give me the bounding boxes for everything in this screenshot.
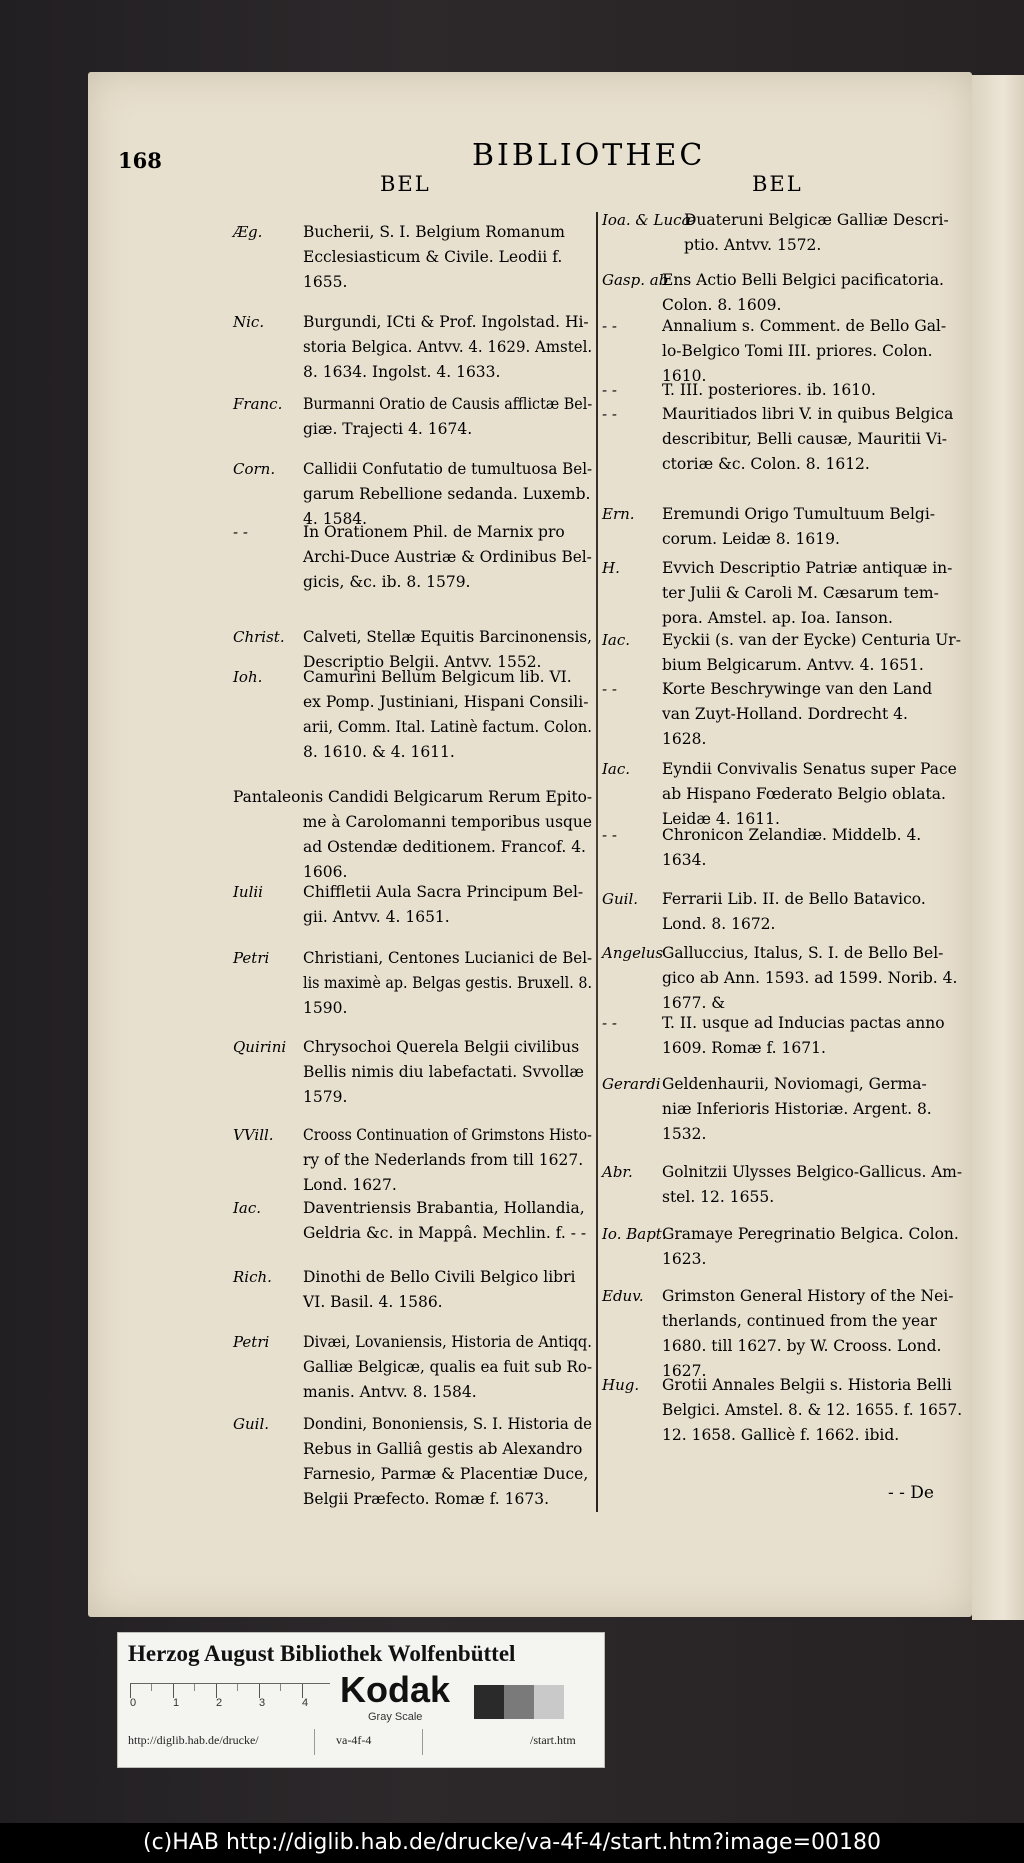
entry-line: Divæi, Lovaniensis, Historia de Antiqq. [303, 1333, 592, 1351]
entry-line: corum. Leidæ 8. 1619. [662, 530, 840, 548]
entry-label: - - [602, 317, 617, 335]
entry-label: Iac. [602, 760, 631, 778]
library-name: Herzog August Bibliothek Wolfenbüttel [128, 1641, 516, 1666]
entry-line: 1655. [303, 273, 348, 291]
entry-label: - - [602, 405, 617, 423]
entry-line: lo-Belgico Tomi III. priores. Colon. [662, 342, 933, 360]
entry-line: Annalium s. Comment. de Bello Gal- [662, 317, 947, 335]
entry-line: arii, Comm. Ital. Latinè factum. Colon. [303, 718, 592, 736]
entry-line: bium Belgicarum. Antvv. 4. 1651. [662, 656, 924, 674]
entry-line: Callidii Confutatio de tumultuosa Bel- [303, 460, 593, 478]
page-number: 168 [118, 148, 162, 173]
entry-line: niæ Inferioris Historiæ. Argent. 8. [662, 1100, 932, 1118]
entry-line: Lond. 8. 1672. [662, 915, 776, 933]
entry-line: 1680. till 1627. by W. Crooss. Lond. [662, 1337, 942, 1355]
ruler-number: 0 [130, 1697, 137, 1709]
entry-line: stel. 12. 1655. [662, 1188, 775, 1206]
entry-label: Ern. [602, 505, 635, 523]
entry-line: 4. 1584. [303, 510, 368, 528]
entry-line: Christiani, Centones Lucianici de Bel- [303, 949, 593, 967]
entry-line: Eyckii (s. van der Eycke) Centuria Ur- [662, 631, 961, 649]
entry-line: Pantaleonis Candidi Belgicarum Rerum Epito- [233, 788, 593, 806]
entry-line: Galliæ Belgicæ, qualis ea fuit sub Ro- [303, 1358, 593, 1376]
entry-line: ter Julii & Caroli M. Cæsarum tem- [662, 584, 939, 602]
entry-label: Eduv. [602, 1287, 644, 1305]
gray-patch-dark [474, 1685, 504, 1719]
entry-label: Iac. [233, 1199, 262, 1217]
entry-label: Corn. [233, 460, 276, 478]
entry-label: Guil. [233, 1415, 270, 1433]
entry-line: Crooss Continuation of Grimstons Histo- [303, 1126, 592, 1144]
entry-line: Rebus in Galliâ gestis ab Alexandro [303, 1440, 583, 1458]
entry-line: manis. Antvv. 8. 1584. [303, 1383, 477, 1401]
entry-line: 1532. [662, 1125, 707, 1143]
entry-line: Eremundi Origo Tumultuum Belgi- [662, 505, 936, 523]
entry-line: Bucherii, S. I. Belgium Romanum [303, 223, 565, 241]
entry-line: 8. 1634. Ingolst. 4. 1633. [303, 363, 501, 381]
entry-line: Leidæ 4. 1611. [662, 810, 780, 828]
entry-label: Ioh. [233, 668, 263, 686]
entry-line: Korte Beschrywinge van den Land [662, 680, 933, 698]
running-title: BIBLIOTHEC [472, 138, 706, 173]
entry-label: - - [602, 826, 617, 844]
entry-line: Colon. 8. 1609. [662, 296, 782, 314]
strip-url-part: /start.htm [530, 1733, 576, 1747]
entry-line: Bellis nimis diu labefactati. Svvollæ [303, 1063, 584, 1081]
entry-line: Calveti, Stellæ Equitis Barcinonensis, [303, 628, 592, 646]
entry-label: - - [602, 1014, 617, 1032]
entry-line: Chronicon Zelandiæ. Middelb. 4. [662, 826, 922, 844]
entry-line: 1628. [662, 730, 707, 748]
entry-line: Galluccius, Italus, S. I. de Bello Bel- [662, 944, 944, 962]
entry-line: Geldria &c. in Mappâ. Mechlin. f. - - [303, 1224, 587, 1242]
strip-url-part: http://diglib.hab.de/drucke/ [128, 1733, 259, 1747]
gray-patch-mid [504, 1685, 534, 1719]
entry-line: 1627. [662, 1362, 707, 1380]
target-strip [117, 1632, 605, 1768]
entry-line: T. II. usque ad Inducias pactas anno [662, 1014, 945, 1032]
entry-line: T. III. posteriores. ib. 1610. [662, 381, 876, 399]
entry-line: me à Carolomanni temporibus usque [302, 813, 592, 831]
entry-line: Camurini Bellum Belgicum lib. VI. [303, 668, 572, 686]
entry-line: 1623. [662, 1250, 707, 1268]
entry-line: Ferrarii Lib. II. de Bello Batavico. [662, 890, 926, 908]
entry-label: Franc. [233, 395, 283, 413]
entry-line: Golnitzii Ulysses Belgico-Gallicus. Am- [662, 1163, 963, 1181]
ruler-number: 4 [302, 1697, 309, 1709]
entry-line: VI. Basil. 4. 1586. [303, 1293, 443, 1311]
entry-label: Gasp. ab [602, 271, 669, 289]
entry-label: Iac. [602, 631, 631, 649]
entry-label: Petri [233, 1333, 270, 1351]
entry-line: Grotii Annales Belgii s. Historia Belli [662, 1376, 952, 1394]
entry-line: Grimston General History of the Nei- [662, 1287, 954, 1305]
ruler-number: 3 [259, 1697, 266, 1709]
next-page-edge [972, 75, 1024, 1620]
entry-line: Dondini, Bononiensis, S. I. Historia de [303, 1415, 593, 1433]
entry-line: 8. 1610. & 4. 1611. [303, 743, 455, 761]
gray-scale-label: Gray Scale [368, 1711, 423, 1723]
entry-label: Hug. [602, 1376, 640, 1394]
entry-line: 1677. & [662, 994, 726, 1012]
entry-line: Mauritiados libri V. in quibus Belgica [662, 405, 954, 423]
entry-line: ad Ostendæ deditionem. Francof. 4. [303, 838, 586, 856]
entry-label: Angelus [602, 944, 664, 962]
entry-line: giæ. Trajecti 4. 1674. [303, 420, 473, 438]
entry-line: Ecclesiasticum & Civile. Leodii f. [303, 248, 563, 266]
entry-line: Geldenhaurii, Noviomagi, Germa- [662, 1075, 927, 1093]
entry-line: Duateruni Belgicæ Galliæ Descri- [684, 211, 949, 229]
entry-line: Burmanni Oratio de Causis afflictæ Bel- [303, 395, 593, 413]
entry-line: ptio. Antvv. 1572. [684, 236, 822, 254]
entry-label: Ioa. & Lucæ [602, 211, 696, 229]
entry-line: lis maximè ap. Belgas gestis. Bruxell. 8. [303, 974, 593, 992]
entry-label: Petri [233, 949, 270, 967]
entry-label: Io. Bapt. [602, 1225, 667, 1243]
entry-line: describitur, Belli causæ, Mauritii Vi- [662, 430, 948, 448]
entry-line: 12. 1658. Gallicè f. 1662. ibid. [662, 1426, 900, 1444]
entry-line: 1606. [303, 863, 348, 881]
entry-label: Guil. [602, 890, 639, 908]
entry-label: - - [602, 680, 617, 698]
entry-line: Burgundi, ICti & Prof. Ingolstad. Hi- [303, 313, 589, 331]
entry-line: ab Hispano Fœderato Belgio oblata. [662, 785, 946, 803]
entry-line: ctoriæ &c. Colon. 8. 1612. [662, 455, 870, 473]
entry-line: 1590. [303, 999, 348, 1017]
entry-line: gii. Antvv. 4. 1651. [303, 908, 450, 926]
entry-line: Chrysochoi Querela Belgii civilibus [303, 1038, 580, 1056]
ruler [130, 1683, 330, 1708]
entry-line: Chiffletii Aula Sacra Principum Bel- [303, 883, 584, 901]
entry-line: pora. Amstel. ap. Ioa. Ianson. [662, 609, 893, 627]
column-head-right: BEL [752, 172, 803, 196]
entry-line: Dinothi de Bello Civili Belgico libri [303, 1268, 576, 1286]
entry-line: Eyndii Convivalis Senatus super Pace [662, 760, 957, 778]
entry-line: Ens Actio Belli Belgici pacificatoria. [662, 271, 944, 289]
entry-label: - - [602, 381, 617, 399]
entry-label: Christ. [233, 628, 285, 646]
entry-line: Belgici. Amstel. 8. & 12. 1655. f. 1657. [662, 1401, 963, 1419]
entry-line: ry of the Nederlands from till 1627. [303, 1151, 584, 1169]
entry-label: Rich. [233, 1268, 272, 1286]
entry-line: 1610. [662, 367, 707, 385]
entry-label: Abr. [602, 1163, 633, 1181]
entry-label: - - [233, 523, 248, 541]
column-head-left: BEL [380, 172, 431, 196]
gray-patch-light [534, 1685, 564, 1719]
entry-line: Belgii Præfecto. Romæ f. 1673. [303, 1490, 550, 1508]
entry-line: Evvich Descriptio Patriæ antiquæ in- [662, 559, 953, 577]
entry-line: Farnesio, Parmæ & Placentiæ Duce, [303, 1465, 589, 1483]
entry-line: gico ab Ann. 1593. ad 1599. Norib. 4. [662, 969, 958, 987]
strip-url-part: va-4f-4 [336, 1733, 372, 1747]
entry-line: storia Belgica. Antvv. 4. 1629. Amstel. [303, 338, 593, 356]
entry-line: Lond. 1627. [303, 1176, 397, 1194]
entry-label: VVill. [233, 1126, 274, 1144]
entry-line: Descriptio Belgii. Antvv. 1552. [303, 653, 542, 671]
entry-label: H. [602, 559, 620, 577]
catchword: - - De [888, 1483, 934, 1503]
entry-line: therlands, continued from the year [662, 1312, 937, 1330]
ruler-number: 2 [216, 1697, 223, 1709]
entry-line: garum Rebellione sedanda. Luxemb. [303, 485, 591, 503]
kodak-logo: Kodak [340, 1669, 451, 1710]
entry-line: In Orationem Phil. de Marnix pro [303, 523, 565, 541]
entry-line: 1634. [662, 851, 707, 869]
footer-credit: (c)HAB http://diglib.hab.de/drucke/va-4f-4/start.htm?image=00180 [0, 1823, 1024, 1863]
entry-line: gicis, &c. ib. 8. 1579. [303, 573, 471, 591]
entry-line: 1609. Romæ f. 1671. [662, 1039, 826, 1057]
entry-label: Gerardi [602, 1075, 661, 1093]
entry-line: Gramaye Peregrinatio Belgica. Colon. [662, 1225, 959, 1243]
entry-line: 1579. [303, 1088, 348, 1106]
entry-line: Archi-Duce Austriæ & Ordinibus Bel- [303, 548, 592, 566]
entry-label: Æg. [233, 223, 263, 241]
entry-label: Iulii [233, 883, 263, 901]
ruler-number: 1 [173, 1697, 180, 1709]
entry-line: ex Pomp. Justiniani, Hispani Consili- [303, 693, 589, 711]
entry-label: Nic. [233, 313, 265, 331]
entry-line: van Zuyt-Holland. Dordrecht 4. [662, 705, 908, 723]
entry-label: Quirini [233, 1038, 287, 1056]
entry-line: Daventriensis Brabantia, Hollandia, [303, 1199, 585, 1217]
